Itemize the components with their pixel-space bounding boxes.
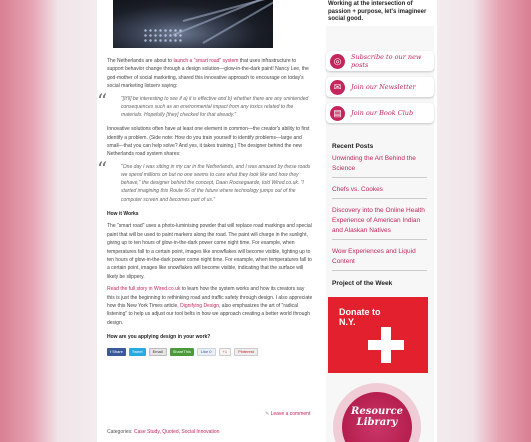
facebook-like-button[interactable]: Like 0 — [197, 348, 216, 356]
sharethis-button[interactable]: ShareThis — [170, 348, 194, 356]
resource-library-seal — [342, 392, 412, 442]
join-newsletter-button[interactable]: ✉ Join our Newsletter — [326, 77, 434, 97]
link-wired-story[interactable]: Read the full story in Wired.co.uk — [107, 286, 181, 293]
heading-how-it-works: How it Works — [107, 210, 139, 217]
site-tagline: Working at the intersection of passion + purpose, let's imagineer social good. — [326, 0, 434, 26]
recent-post-link[interactable]: Chefs vs. Cookes — [332, 185, 427, 199]
book-icon: ▤ — [330, 106, 345, 121]
email-share-button[interactable]: Email — [149, 348, 167, 356]
category-links[interactable]: Case Study, Quoted, Social Innovation — [133, 429, 220, 435]
hero-image — [113, 0, 273, 48]
share-bar — [107, 348, 313, 356]
paragraph-how-it-works: The "smart road" uses a photo-luminising powder that will replace road markings and special paint that will be used to paint markers along the road. The paint will charge in the sunlight, giving up to ten hours of glow-in-the-dark power come night time. For example, when temperatures fall to a certain point, images like snowflakes will become visible, lighting up to ten hours of glow-in-the-dark power come night time. For example, when temperatures fall to a certain point, images like snowflakes will become visible, indicating that the surface will likely be slippery. — [107, 223, 312, 280]
join-book-club-button[interactable]: ▤ Join our Book Club — [326, 103, 434, 123]
pinterest-button[interactable]: Pinterest — [234, 348, 258, 356]
article-content — [97, 0, 313, 442]
link-dignifying-design[interactable]: Dignifying Design — [180, 302, 220, 309]
paragraph-intro: The Netherlands are about to launch a "smart road" system that uses infrastructure to support behavior change through a design solution—glow-in-the-dark paint! Nancy Lee, the god-mother of social marketing, shared this innovative approach to encourage on today's social marketing listserv saying: — [107, 58, 309, 90]
envelope-icon: ✉ — [330, 80, 345, 95]
google-plus-button[interactable]: +1 — [219, 348, 232, 356]
leave-comment-link[interactable]: ✎ Leave a comment — [265, 411, 311, 417]
article-body — [97, 57, 313, 356]
recent-posts-heading: Recent Posts — [332, 143, 374, 150]
sidebar — [326, 0, 434, 442]
recent-post-link[interactable]: Unwinding the Art Behind the Science — [332, 154, 427, 178]
paragraph-innovation: Innovative solutions often have at least one element in common—the creator's ability to first identify a problem. (Side note: How do you train yourself to identify problems—large and small—that you can help solve? And yes, it takes training.) The designer behind the new Netherlands road system shares: — [107, 126, 310, 158]
resource-library-badge[interactable] — [333, 383, 421, 442]
rss-icon: ◎ — [330, 54, 345, 69]
blockquote-nancy-lee: “ "[It'll] be interesting to see if a) it is effective and b) whether there are any unintended consequences such as an environmental impact from any toxics related to the materials. Hopefully [they] checked for that already." — [97, 88, 309, 119]
facebook-share-button[interactable]: f Share — [107, 348, 126, 356]
recent-post-link[interactable]: Discovery into the Online Health Experience of American Indian and Alaskan Natives — [332, 206, 427, 240]
quote-mark-icon: “ — [97, 156, 108, 181]
recent-posts-list — [332, 154, 427, 278]
blockquote-designer: “ "One day I was sitting in my car in the Netherlands, and I was amazed by these roads we spend millions on but no one seems to care what they look like and how they behave," the designer behind the concept, Daan Roosegaarde, told Wired.co.uk. "I started imagining this Route 66 of the future where technology jumps out of the computer screen and becomes part of us." — [97, 156, 311, 203]
quote-mark-icon: “ — [97, 88, 108, 113]
tweet-button[interactable]: Tweet — [129, 348, 146, 356]
resource-library-label: Resource Library — [351, 406, 403, 428]
heading-question: How are you applying design in your work? — [107, 334, 211, 341]
hero-snowflake-pattern — [143, 28, 183, 42]
like-count: 0 — [209, 348, 212, 354]
red-cross-icon-bar — [368, 340, 404, 350]
subscribe-posts-button[interactable]: ◎ Subscribe to our new posts — [326, 51, 434, 71]
donate-text: Donate to N.Y. — [339, 307, 381, 327]
donate-banner[interactable] — [328, 297, 428, 373]
link-smart-road[interactable]: launch a "smart road" system — [173, 58, 239, 64]
recent-post-link[interactable]: Wow Experiences and Liquid Content — [332, 247, 427, 271]
paragraph-read-more: Read the full story in Wired.co.uk to learn how the system works and how its creators say this is just the beginning to rethinking road and traffic safety through design. I also appreciate how this New York Times article, Dignifying Design, also emphasizes the art of "radical listening" to help us adjust our tool belts in how we approach creating a better world through design. — [107, 286, 313, 326]
post-categories: Categories: Case Study, Quoted, Social Innovation — [107, 429, 220, 435]
project-of-week-heading: Project of the Week — [332, 280, 393, 287]
comment-icon: ✎ — [265, 411, 270, 417]
